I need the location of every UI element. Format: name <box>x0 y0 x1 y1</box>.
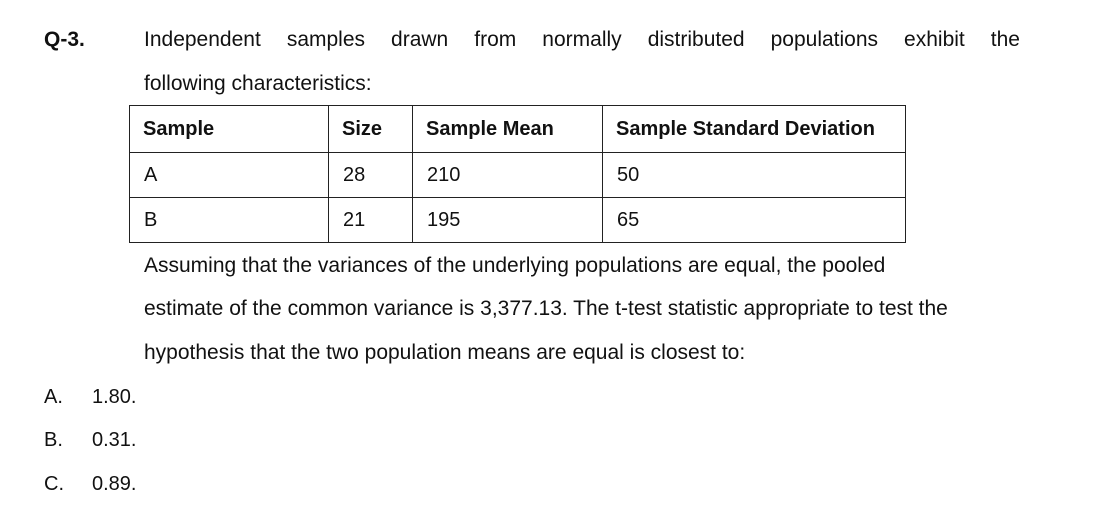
cell-sample: A <box>130 153 329 198</box>
cell-mean: 195 <box>413 198 603 243</box>
paragraph-line-3: hypothesis that the two population means are equal is closest to: <box>144 341 746 364</box>
option-b-letter: B. <box>44 429 63 451</box>
paragraph-line-2: estimate of the common variance is 3,377.13. The t-test statistic appropriate to test the <box>144 297 948 320</box>
option-a-value: 1.80. <box>92 386 137 408</box>
table-row <box>130 198 906 243</box>
table-row <box>130 153 906 198</box>
question-intro-line-1: Independent samples drawn from normally distributed populations exhibit the <box>144 28 1020 51</box>
option-c-letter: C. <box>44 473 64 495</box>
cell-sample: B <box>130 198 329 243</box>
option-c-value: 0.89. <box>92 473 137 495</box>
header-size: Size <box>329 106 413 153</box>
cell-sd: 65 <box>603 198 906 243</box>
header-sample: Sample <box>130 106 329 153</box>
question-intro-line-2: following characteristics: <box>144 72 372 95</box>
question-number: Q-3. <box>44 28 85 51</box>
header-sample-sd: Sample Standard Deviation <box>603 106 906 153</box>
cell-size: 28 <box>329 153 413 198</box>
cell-mean: 210 <box>413 153 603 198</box>
cell-size: 21 <box>329 198 413 243</box>
paragraph-line-1: Assuming that the variances of the underlying populations are equal, the pooled <box>144 254 886 277</box>
option-a-letter: A. <box>44 386 63 408</box>
option-b-value: 0.31. <box>92 429 137 451</box>
header-sample-mean: Sample Mean <box>413 106 603 153</box>
sample-table <box>129 105 906 243</box>
table-header-row <box>130 106 906 153</box>
cell-sd: 50 <box>603 153 906 198</box>
